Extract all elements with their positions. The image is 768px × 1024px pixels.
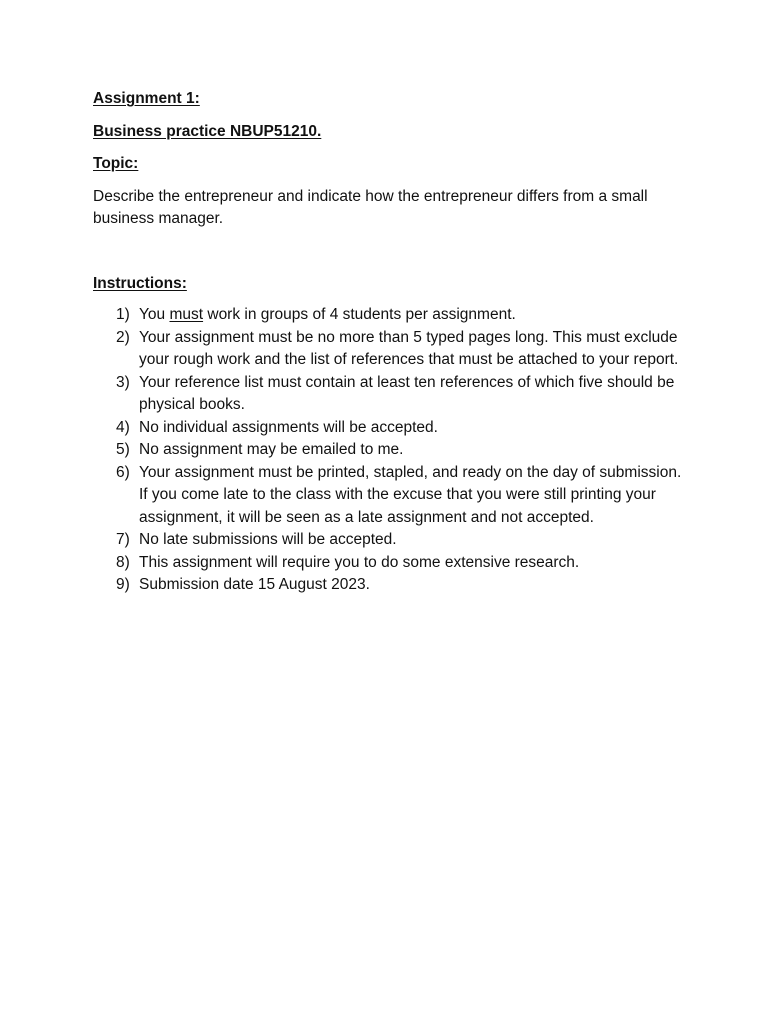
instruction-text-end: work in groups of 4 students per assignment.: [203, 306, 516, 323]
topic-text: Describe the entrepreneur and indicate how the entrepreneur differs from a small business manager.: [93, 187, 648, 227]
instruction-number: 9): [116, 576, 130, 593]
instruction-text: No individual assignments will be accepted.: [139, 418, 438, 436]
instruction-text: No late submissions will be accepted.: [139, 531, 397, 548]
instruction-text: No assignment may be emailed to me.: [139, 441, 404, 458]
instruction-number: 7): [116, 531, 130, 548]
instruction-text-start: You: [139, 306, 170, 323]
instruction-item: [93, 417, 693, 440]
instruction-text: Your reference list must contain at least ten references of which five should be physical books.: [139, 373, 675, 413]
instruction-item: [93, 304, 693, 327]
instruction-number: 4): [116, 418, 130, 436]
instruction-number: 3): [116, 373, 130, 391]
instruction-number: 1): [116, 306, 130, 323]
course-title: Business practice NBUP51210.: [93, 122, 322, 140]
instruction-item: [93, 439, 693, 462]
instruction-item: [93, 574, 693, 597]
document-body: [93, 88, 693, 597]
instruction-text: Submission date 15 August 2023.: [139, 576, 370, 593]
instruction-item: [93, 529, 693, 552]
instruction-number: 2): [116, 328, 130, 346]
assignment-title: Assignment 1:: [93, 90, 200, 107]
topic-heading: Topic:: [93, 155, 139, 172]
instruction-number: 5): [116, 441, 130, 458]
instruction-emphasis: must: [169, 306, 204, 323]
instruction-number: 8): [116, 553, 130, 571]
instruction-item: [93, 462, 693, 530]
instruction-text: This assignment will require you to do some extensive research.: [139, 553, 580, 571]
spacer: [93, 231, 693, 273]
instruction-text: Your assignment must be printed, stapled, and ready on the day of submission. If you come late to the class with the excuse that you were still printing your assignment, it will be seen as a late assignment and not accepted.: [139, 463, 682, 526]
instructions-heading: Instructions:: [93, 274, 187, 292]
instruction-item: [93, 372, 693, 417]
instruction-text: Your assignment must be no more than 5 typed pages long. This must exclude your rough work and the list of references that must be attached to your report.: [139, 328, 679, 368]
instruction-number: 6): [116, 463, 130, 481]
instruction-item: [93, 552, 693, 575]
instructions-list: [93, 304, 693, 597]
instruction-item: [93, 327, 693, 372]
